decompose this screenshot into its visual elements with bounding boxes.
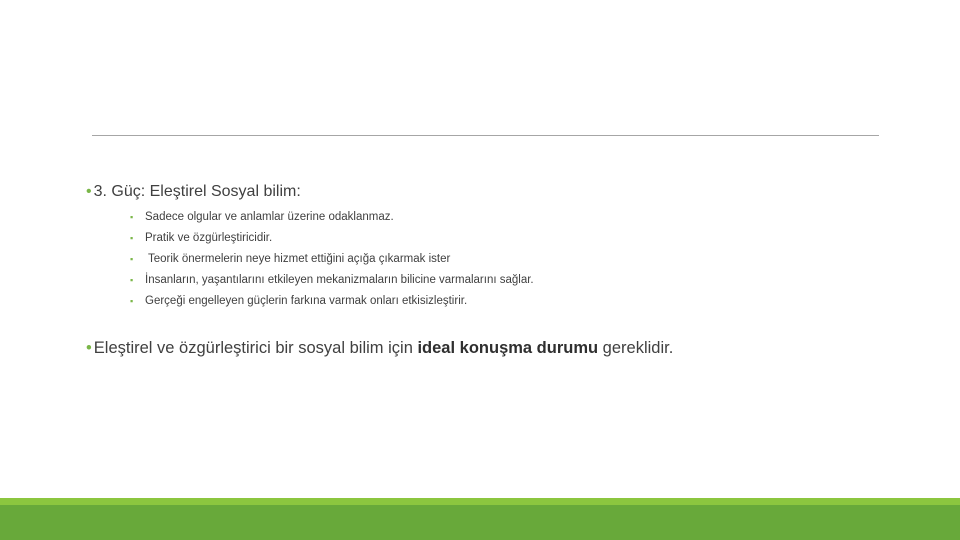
sub-bullet-item xyxy=(130,292,534,313)
square-bullet-icon: ▪ xyxy=(130,212,134,222)
bullet-dot-icon: • xyxy=(86,339,92,357)
square-bullet-icon: ▪ xyxy=(130,296,134,306)
square-bullet-icon: ▪ xyxy=(130,254,134,264)
conclusion-bullet xyxy=(86,337,673,359)
footer-accent-stripe xyxy=(0,498,960,505)
main-bullet-heading xyxy=(86,182,301,202)
sub-bullet-item xyxy=(130,208,534,229)
conclusion-text-start: Eleştirel ve özgürleştirici bir sosyal bilim için xyxy=(93,339,418,357)
sub-bullet-item xyxy=(130,271,534,292)
sub-bullet-list xyxy=(130,208,534,313)
sub-bullet-text: İnsanların, yaşantılarını etkileyen mekanizmaların bilicine varmalarını sağlar. xyxy=(145,274,534,286)
conclusion-emphasis: ideal konuşma durumu xyxy=(417,339,599,357)
bullet-dot-icon: • xyxy=(86,183,92,200)
footer-band xyxy=(0,505,960,540)
title-divider-line xyxy=(92,135,879,136)
heading-text: 3. Güç: Eleştirel Sosyal bilim: xyxy=(93,183,301,200)
sub-bullet-text: Sadece olgular ve anlamlar üzerine odaklanmaz. xyxy=(145,211,394,223)
conclusion-text-end: gereklidir. xyxy=(598,339,674,357)
square-bullet-icon: ▪ xyxy=(130,275,134,285)
sub-bullet-text: Gerçeği engelleyen güçlerin farkına varmak onları etkisizleştirir. xyxy=(145,295,468,307)
sub-bullet-text: Teorik önermelerin neye hizmet ettiğini açığa çıkarmak ister xyxy=(145,253,451,265)
sub-bullet-text: Pratik ve özgürleştiricidir. xyxy=(145,232,273,244)
sub-bullet-item xyxy=(130,250,534,271)
sub-bullet-item xyxy=(130,229,534,250)
square-bullet-icon: ▪ xyxy=(130,233,134,243)
